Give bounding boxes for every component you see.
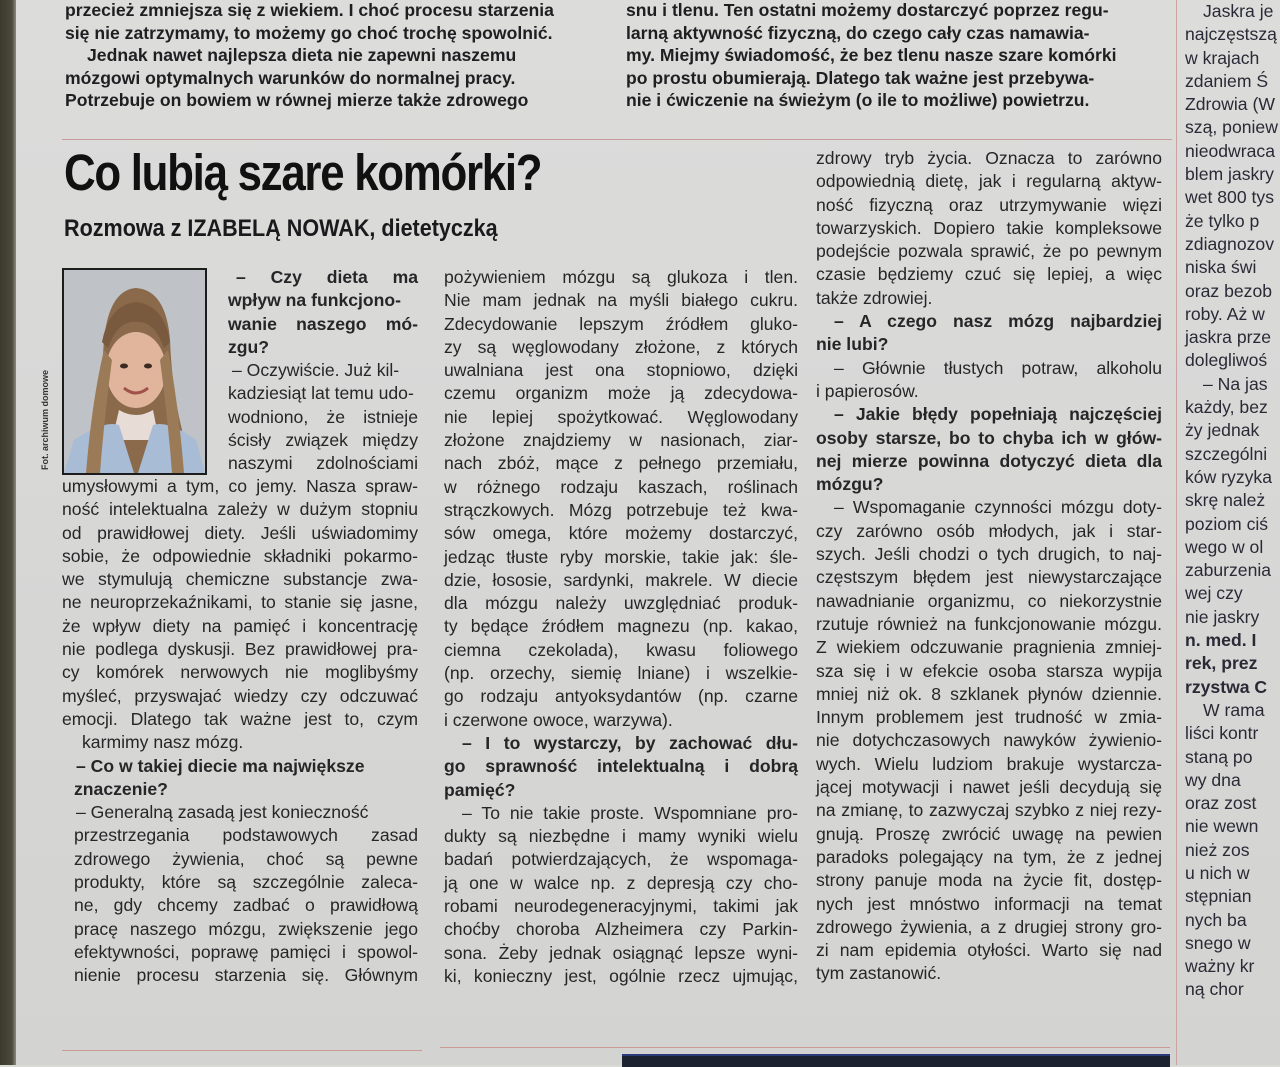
answer: – Oczywiście. Już kil- (232, 360, 400, 381)
text-line: larną aktywność fizyczną, do czego cały czas namawia- (626, 22, 1090, 43)
text-line: rek, prez (1185, 653, 1258, 674)
answer: we stymulują chemiczne substancje zwa- (62, 569, 418, 590)
bottom-divider-left (62, 1050, 422, 1051)
question: – Czy dieta ma (236, 267, 418, 287)
text-line: wet 800 tys (1185, 187, 1274, 208)
answer: przestrzegania podstawowych zasad (74, 825, 418, 846)
answer: ki, konieczny jest, ogólnie rzecz ujmując, (444, 965, 798, 986)
answer: Zdecydowanie lepszym źródłem gluko- (444, 313, 798, 334)
answer: także zdrowiej. (816, 287, 933, 308)
answer: że wpływ diety na pamięć i koncentrację (62, 615, 418, 636)
text-line: nych ba (1185, 909, 1247, 930)
text-line: Jednak nawet najlepsza dieta nie zapewni naszemu (87, 45, 517, 66)
question: nie lubi? (816, 334, 889, 355)
answer: uwalniana jest ona stopniowo, dzięki (444, 360, 798, 381)
text-line: nie jaskry (1185, 606, 1260, 627)
text-line: staną po (1185, 746, 1253, 767)
answer: – Głównie tłustych potraw, alkoholu (834, 357, 1162, 378)
answer: nych jest mnóstwo informacji na temat (816, 893, 1162, 914)
answer: dukty są niezbędne i mamy wyniki wielu (444, 826, 798, 847)
answer: zdrowy tryb życia. Oznacza to zarówno (816, 148, 1162, 168)
question: – Jakie błędy popełniają najczęściej (834, 404, 1162, 425)
answer: nie podlega dyskusji. Bez prawidłowej pra- (62, 639, 418, 660)
answer: zdrowego żywienia, choć są pewne (74, 848, 418, 869)
article-column-1 (228, 266, 418, 476)
answer: nie dotychczasowych nawyków żywienio- (816, 730, 1162, 751)
answer: podejście pozwala sprawić, że po pewnym (816, 241, 1162, 262)
answer: zi nam epidemia otyłości. Warto się nad (816, 940, 1162, 961)
text-line: blem jaskry (1185, 164, 1274, 185)
text-line: po prostu obumierają. Dlatego tak ważne jest przebywa- (626, 67, 1095, 88)
text-line: nieodwraca (1185, 140, 1275, 161)
text-line: n. med. I (1185, 630, 1257, 651)
text-line: nie i ćwiczenie na świeżym (o ile to możliwe) powietrzu. (626, 90, 1090, 111)
answer: jedząc tłuste ryby morskie, takie jak: śle- (444, 546, 798, 567)
next-article-photo-edge (622, 1054, 1170, 1067)
question: znaczenie? (74, 778, 168, 799)
answer: ciemna czekolada), kwasu foliowego (444, 639, 798, 660)
answer: w różnego rodzaju kaszach, roślinach (444, 476, 798, 497)
answer: szych. Jeśli chodzi o tych drugich, to naj- (816, 544, 1162, 565)
question: mózgu? (816, 474, 884, 495)
answer: Z wiekiem odczuwanie pragnienia zmniej- (816, 637, 1162, 658)
text-line: zdaniem Ś (1185, 70, 1269, 91)
answer: dla mózgu należy uwzględniać produk- (444, 593, 798, 614)
text-line: rzystwa C (1185, 676, 1268, 697)
text-line: wy dna (1185, 769, 1241, 790)
article-headline: Co lubią szare komórki? (64, 144, 542, 201)
text-line: mózgowi optymalnych warunków do normalnej pracy. (65, 67, 516, 88)
answer: zdrowego żywienia, a z drugiej strony gro- (816, 916, 1162, 937)
answer: produkty, które są szczególnie zaleca- (74, 872, 418, 893)
answer: badań potwierdzających, że wspomaga- (444, 849, 798, 870)
question: pamięć? (444, 779, 516, 800)
text-line: stępnian (1185, 886, 1252, 907)
text-line: dolegliwoś (1185, 350, 1268, 371)
answer: nach zbóż, mące z pełnego przemiału, (444, 453, 798, 474)
portrait-photo (62, 268, 207, 475)
answer: cy komórek nerwowych nie moglibyśmy (62, 662, 418, 683)
answer: towarzyskich. Dopiero takie kompleksowe (816, 217, 1162, 238)
text-line: ków ryzyka (1185, 466, 1273, 487)
article-column-2 (444, 266, 798, 988)
text-line: szczególni (1185, 443, 1268, 464)
answer: sobie, że odpowiednie składniki pokarmo- (62, 545, 418, 566)
question: osoby starsze, bo to chyba ich w głów- (816, 427, 1162, 448)
answer: emocji. Dlatego tak ważne jest to, czym (62, 708, 418, 729)
portrait-image-icon (64, 270, 205, 473)
question: zgu? (228, 336, 270, 357)
answer: go rodzaju antyoksydantów (np. czarne (444, 686, 798, 707)
answer: Innym problemem jest trudność w zmia- (816, 707, 1162, 728)
answer: nienie procesu starzenia się. Głównym (74, 965, 418, 986)
answer: gnują. Proszę zwrócić uwagę na pewien (816, 823, 1162, 844)
text-line: ży jednak (1185, 420, 1260, 441)
column-divider (1176, 0, 1177, 1065)
answer: pożywieniem mózgu są glukoza i tlen. (444, 267, 798, 287)
answer: nawadnianie organizmu, co niekorzystnie (816, 590, 1162, 611)
text-line: poziom ciś (1185, 513, 1269, 534)
article-column-1-wide (62, 475, 418, 988)
text-line: skrę należ (1185, 490, 1266, 511)
text-line: Zdrowia (W (1185, 94, 1275, 115)
answer: ją one w walce np. z depresją czy cho- (444, 872, 798, 893)
answer: ność intelektualna zależy w dużym stopniu (62, 499, 418, 520)
text-line: zdiagnozov (1185, 233, 1275, 254)
question: – Co w takiej diecie ma największe (76, 755, 365, 776)
answer: i papierosów. (816, 380, 919, 401)
answer: – Generalną zasadą jest konieczność (76, 802, 369, 823)
text-line: w krajach (1185, 47, 1260, 68)
text-line: każdy, bez (1185, 397, 1268, 418)
text-line: szą, poniew (1185, 117, 1278, 138)
text-line: my. Miejmy świadomość, że bez tlenu nasze szare komórki (626, 45, 1117, 66)
answer: strączkowych. Mózg potrzebuje też kwa- (444, 499, 798, 520)
answer: sów omega, które możemy dostarczyć, (444, 523, 798, 544)
answer: (np. orzechy, siemię lniane) i wszelkie- (444, 663, 798, 684)
text-line: zaburzenia (1185, 560, 1272, 581)
text-line: że tylko p (1185, 210, 1260, 231)
answer: robami neurodegeneracyjnymi, takimi jak (444, 896, 798, 917)
text-line: Potrzebuje on bowiem w równej mierze także zdrowego (65, 90, 529, 111)
text-line: oraz bezob (1185, 280, 1273, 301)
answer: nie lepiej spożytkować. Węglowodany (444, 406, 798, 427)
answer: naszymi zdolnościami (228, 453, 418, 474)
answer: ne, gdy chcemy zadbać o prawidłową (74, 895, 418, 916)
question: wpływ na funkcjono- (228, 290, 402, 311)
text-line: ważny kr (1185, 956, 1255, 977)
answer: czasie będziemy czuć się lepiej, a więc (816, 264, 1162, 285)
text-line: nie wewn (1185, 816, 1259, 837)
text-line: – Na jas (1203, 373, 1268, 394)
text-line: jaskra prze (1185, 327, 1272, 348)
text-line: wego w ol (1185, 536, 1264, 557)
article-column-3 (816, 147, 1162, 986)
photo-credit: Fot. archiwum domowe (40, 369, 50, 470)
bottom-divider-right (440, 1047, 1170, 1048)
answer: ne neuroprzekaźnikami, to stanie się jasne, (62, 592, 418, 613)
question: – I to wystarczy, by zachować dłu- (462, 732, 798, 753)
answer: rzutuje również na funkcjonowanie mózgu. (816, 613, 1162, 634)
answer: ty będące źródłem magnezu (np. kakao, (444, 616, 798, 637)
article-subheadline: Rozmowa z IZABELĄ NOWAK, dietetyczką (64, 215, 498, 242)
question: – A czego nasz mózg najbardziej (834, 311, 1162, 332)
answer: zy są węglowodany złożone, z których (444, 336, 798, 357)
answer: pracę naszego mózgu, zwiększenie jego (74, 918, 418, 939)
prev-article-left-col (65, 0, 601, 112)
answer: karmimy nasz mózg. (82, 732, 244, 753)
text-line: snu i tlenu. Ten ostatni możemy dostarczyć poprzez regu- (626, 0, 1109, 20)
answer: ność fizyczną oraz utrzymywanie więzi (816, 194, 1162, 215)
answer: odpowiednią dietę, jak i regularną aktyw- (816, 171, 1162, 192)
answer: myśleć, przyswajać wiedzy czy odczuwać (62, 685, 418, 706)
text-line: się nie zatrzymamy, to możemy go choć trochę spowolnić. (65, 22, 553, 43)
answer: ścisły związek między (228, 430, 418, 451)
adjacent-article-column (1185, 0, 1280, 1002)
text-line: W rama (1203, 699, 1265, 720)
answer: dzie, łososie, sardynki, makrele. W diecie (444, 569, 798, 590)
text-line: ną chor (1185, 979, 1244, 1000)
answer: tym zastanowić. (816, 963, 942, 984)
answer: – Wspomaganie czynności mózgu doty- (834, 497, 1162, 518)
answer: strony panuje moda na życie fit, dostęp- (816, 870, 1162, 891)
answer: kadziesiąt lat temu udo- (228, 383, 414, 404)
text-line: najczęstszą (1185, 24, 1277, 45)
answer: i czerwone owoce, warzywa). (444, 709, 673, 730)
text-line: oraz zost (1185, 793, 1257, 814)
answer: od prawidłowej diety. Jeśli uświadomimy (62, 522, 418, 543)
question: nej mierze powinna dotyczyć dieta dla (816, 450, 1162, 471)
text-line: nież zos (1185, 839, 1250, 860)
text-line: przecież zmniejsza się z wiekiem. I choć procesu starzenia (65, 0, 554, 20)
text-line: u nich w (1185, 862, 1250, 883)
answer: mniej niż ok. 8 szklanek płynów dziennie. (816, 683, 1162, 704)
answer: sza się i w efekcie osoba starsza wypija (816, 660, 1162, 681)
text-line: niska świ (1185, 257, 1257, 278)
question: go sprawność intelektualną i dobrą (444, 756, 798, 777)
answer: efektywności, poprawę pamięci i spowol- (74, 941, 418, 962)
text-line: snego w (1185, 932, 1251, 953)
answer: paradoks polegający na tym, że z jednej (816, 846, 1162, 867)
answer: czy zarówno osób młodych, jak i star- (816, 520, 1162, 541)
answer: złożone znajdziemy w nasionach, ziar- (444, 430, 798, 451)
answer: umysłowymi a tym, co jemy. Nasza spraw- (62, 476, 418, 496)
text-line: Jaskra je (1203, 1, 1274, 21)
text-line: roby. Aż w (1185, 303, 1265, 324)
answer: czemu organizm może ją zdecydowa- (444, 383, 798, 404)
text-line: wej czy (1185, 583, 1243, 604)
prev-article-right-col (626, 0, 1144, 112)
answer: choćby choroba Alzheimera czy Parkin- (444, 919, 798, 940)
answer: wodniono, że istnieje (228, 406, 418, 427)
question: wanie naszego mó- (228, 313, 418, 334)
answer: na zmianę, to zazwyczaj szybko z niej rezy- (816, 800, 1162, 821)
answer: sona. Żeby jednak osiągnąć lepsze wyni- (444, 942, 798, 963)
answer: Nie mam jednak na myśli białego cukru. (444, 290, 798, 311)
section-divider (62, 139, 1172, 140)
answer: jącej motywacji i nawet jeśli decydują się (816, 777, 1162, 798)
text-line: liści kontr (1185, 723, 1259, 744)
answer: częstszym błędem jest niewystarczające (816, 567, 1162, 588)
answer: – To nie takie proste. Wspomniane pro- (462, 802, 798, 823)
answer: wych. Wielu ludziom brakuje wystarcza- (816, 753, 1162, 774)
